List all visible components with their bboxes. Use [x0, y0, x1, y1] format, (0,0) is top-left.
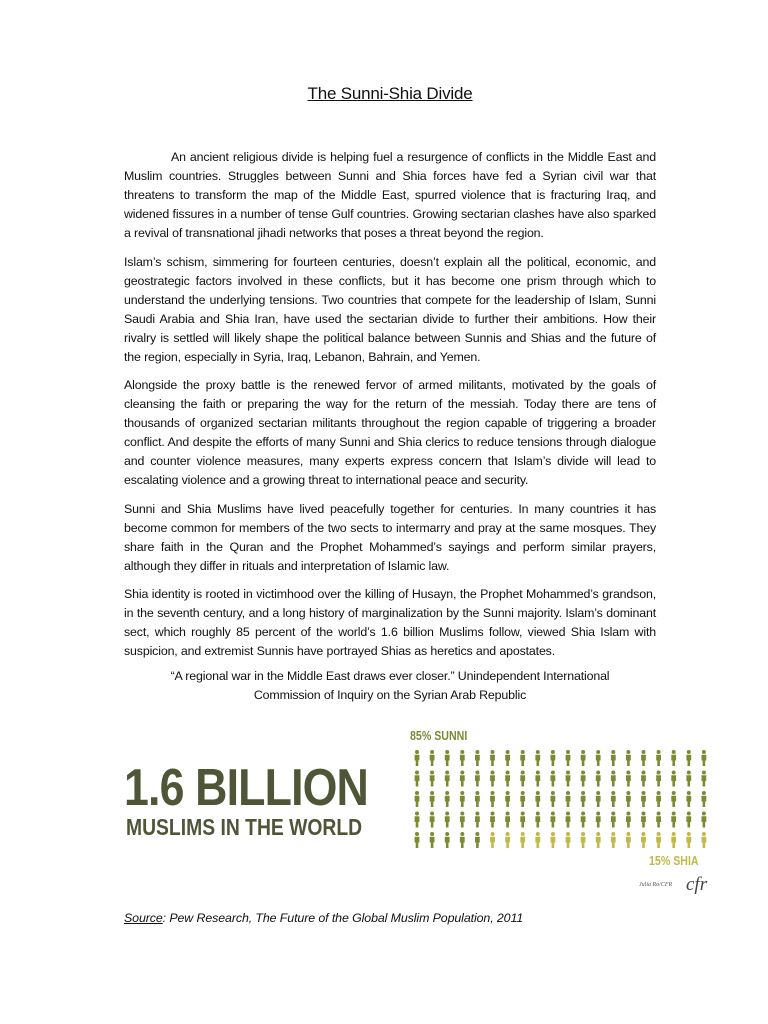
- sunni-person-icon: [656, 771, 661, 787]
- shia-person-icon: [611, 832, 616, 848]
- sunni-person-icon: [551, 750, 556, 766]
- sunni-person-icon: [596, 812, 601, 828]
- sunni-person-icon: [671, 750, 676, 766]
- shia-person-icon: [505, 832, 510, 848]
- sunni-person-icon: [430, 832, 435, 848]
- shia-person-icon: [520, 832, 525, 848]
- sunni-person-icon: [686, 771, 691, 787]
- sunni-person-icon: [596, 791, 601, 807]
- sunni-person-icon: [490, 750, 495, 766]
- sunni-person-icon: [702, 750, 707, 766]
- sunni-person-icon: [626, 791, 631, 807]
- sunni-person-icon: [535, 750, 540, 766]
- sunni-person-icon: [611, 791, 616, 807]
- sunni-person-icon: [415, 771, 420, 787]
- sunni-person-icon: [475, 750, 480, 766]
- paragraph: An ancient religious divide is helping fuel a resurgence of conflicts in the Middle East and Muslim countries. Struggles between Sunni and Shia forces have fed a Syrian civil war that threatens to transform the map of the Middle East, spurred violence that is fracturing Iraq, and widened fissures in a number of tense Gulf countries. Growing sectarian clashes have also sparked a revival of transnational jihadi networks that poses a threat beyond the region.: [124, 150, 656, 240]
- body-text: [124, 148, 656, 671]
- sunni-person-icon: [490, 771, 495, 787]
- muslim-population-infographic: [120, 726, 710, 916]
- shia-person-icon: [671, 832, 676, 848]
- sunni-person-icon: [520, 791, 525, 807]
- sunni-person-icon: [626, 750, 631, 766]
- sunni-person-icon: [566, 750, 571, 766]
- sunni-person-icon: [702, 812, 707, 828]
- sunni-person-icon: [535, 812, 540, 828]
- source-citation: [124, 911, 523, 925]
- sunni-person-icon: [430, 771, 435, 787]
- sunni-person-icon: [702, 791, 707, 807]
- shia-person-icon: [596, 832, 601, 848]
- sunni-person-icon: [611, 750, 616, 766]
- shia-person-icon: [566, 832, 571, 848]
- quote: [124, 667, 656, 705]
- sunni-person-icon: [656, 812, 661, 828]
- sunni-person-icon: [641, 750, 646, 766]
- sunni-person-icon: [430, 791, 435, 807]
- sunni-person-icon: [656, 791, 661, 807]
- sunni-person-icon: [686, 791, 691, 807]
- sunni-person-icon: [505, 771, 510, 787]
- sunni-person-icon: [520, 812, 525, 828]
- sunni-person-icon: [686, 812, 691, 828]
- sunni-person-icon: [475, 832, 480, 848]
- sunni-person-icon: [641, 812, 646, 828]
- image-credit: Julia Ro/CFR: [639, 882, 673, 888]
- shia-person-icon: [551, 832, 556, 848]
- sunni-share-label: 85% SUNNI: [410, 729, 468, 743]
- sunni-person-icon: [505, 791, 510, 807]
- sunni-person-icon: [551, 771, 556, 787]
- sunni-person-icon: [475, 791, 480, 807]
- shia-person-icon: [626, 832, 631, 848]
- shia-person-icon: [686, 832, 691, 848]
- shia-person-icon: [656, 832, 661, 848]
- sunni-person-icon: [430, 750, 435, 766]
- shia-person-icon: [641, 832, 646, 848]
- sunni-person-icon: [566, 791, 571, 807]
- sunni-person-icon: [581, 791, 586, 807]
- sunni-person-icon: [686, 750, 691, 766]
- sunni-person-icon: [641, 771, 646, 787]
- paragraph: Islam’s schism, simmering for fourteen centuries, doesn’t explain all the political, economic, and geostrategic factors involved in these conflicts, but it has become one prism through which to understand the underlying tensions. Two countries that compete for the leadership of Islam, Sunni Saudi Arabia and Shia Iran, have used the sectarian divide to further their ambitions. How their rivalry is settled will likely shape the political balance between Sunnis and Shias and the future of the region, especially in Syria, Iraq, Lebanon, Bahrain, and Yemen.: [124, 254, 656, 364]
- sunni-person-icon: [520, 750, 525, 766]
- sunni-person-icon: [445, 771, 450, 787]
- sunni-person-icon: [415, 750, 420, 766]
- sunni-person-icon: [505, 750, 510, 766]
- shia-share-label: 15% SHIA: [649, 854, 699, 868]
- sunni-person-icon: [460, 750, 465, 766]
- sunni-person-icon: [671, 791, 676, 807]
- sunni-person-icon: [445, 832, 450, 848]
- cfr-logo: cfr: [686, 874, 708, 895]
- sunni-person-icon: [581, 771, 586, 787]
- source-label: Source: [124, 911, 163, 925]
- sunni-person-icon: [445, 750, 450, 766]
- sunni-person-icon: [415, 791, 420, 807]
- sunni-person-icon: [535, 791, 540, 807]
- headline-number: 1.6 BILLION: [124, 759, 368, 817]
- shia-person-icon: [535, 832, 540, 848]
- sunni-person-icon: [460, 812, 465, 828]
- sunni-person-icon: [596, 771, 601, 787]
- sunni-person-icon: [490, 812, 495, 828]
- sunni-person-icon: [656, 750, 661, 766]
- sunni-person-icon: [611, 771, 616, 787]
- people-figure-grid: [410, 748, 730, 858]
- sunni-person-icon: [596, 750, 601, 766]
- sunni-person-icon: [535, 771, 540, 787]
- paragraph: Sunni and Shia Muslims have lived peacefully together for centuries. In many countries it has become common for members of the two sects to intermarry and pray at the same mosques. They share faith in the Quran and the Prophet Mohammed’s sayings and perform similar prayers, although they differ in rituals and interpretation of Islamic law.: [124, 501, 656, 573]
- sunni-person-icon: [581, 812, 586, 828]
- shia-person-icon: [581, 832, 586, 848]
- sunni-person-icon: [611, 812, 616, 828]
- sunni-person-icon: [626, 812, 631, 828]
- sunni-person-icon: [626, 771, 631, 787]
- sunni-person-icon: [566, 771, 571, 787]
- quote-line: “A regional war in the Middle East draws ever closer.” Unindependent International: [170, 669, 610, 683]
- sunni-person-icon: [551, 812, 556, 828]
- sunni-person-icon: [505, 812, 510, 828]
- sunni-person-icon: [702, 771, 707, 787]
- sunni-person-icon: [641, 791, 646, 807]
- sunni-person-icon: [551, 791, 556, 807]
- sunni-person-icon: [671, 771, 676, 787]
- sunni-person-icon: [581, 750, 586, 766]
- sunni-person-icon: [460, 791, 465, 807]
- paragraph: Alongside the proxy battle is the renewed fervor of armed militants, motivated by the goals of cleansing the faith or preparing the way for the return of the messiah. Today there are tens of thousands of organized sectarian militants throughout the region capable of triggering a broader conflict. And despite the efforts of many Sunni and Shia clerics to reduce tensions through dialogue and counter violence measures, many experts express concern that Islam’s divide will lead to escalating violence and a growing threat to international peace and security.: [124, 378, 656, 487]
- sunni-person-icon: [415, 832, 420, 848]
- shia-person-icon: [702, 832, 707, 848]
- headline-subtitle: MUSLIMS IN THE WORLD: [126, 814, 363, 840]
- source-text: : Pew Research, The Future of the Global Muslim Population, 2011: [162, 911, 524, 925]
- quote-line: Commission of Inquiry on the Syrian Arab Republic: [253, 688, 527, 702]
- document-title: The Sunni-Shia Divide: [307, 84, 473, 103]
- sunni-person-icon: [445, 812, 450, 828]
- sunni-person-icon: [671, 812, 676, 828]
- sunni-person-icon: [475, 771, 480, 787]
- sunni-person-icon: [415, 812, 420, 828]
- sunni-person-icon: [445, 791, 450, 807]
- shia-person-icon: [490, 832, 495, 848]
- sunni-person-icon: [460, 832, 465, 848]
- sunni-person-icon: [520, 771, 525, 787]
- paragraph: Shia identity is rooted in victimhood over the killing of Husayn, the Prophet Mohammed’s grandson, in the seventh century, and a long history of marginalization by the Sunni majority. Islam’s dominant sect, which roughly 85 percent of the world’s 1.6 billion Muslims follow, viewed Shia Islam with suspicion, and extremist Sunnis have portrayed Shias as heretics and apostates.: [124, 587, 656, 658]
- sunni-person-icon: [430, 812, 435, 828]
- sunni-person-icon: [566, 812, 571, 828]
- sunni-person-icon: [460, 771, 465, 787]
- sunni-person-icon: [490, 791, 495, 807]
- sunni-person-icon: [475, 812, 480, 828]
